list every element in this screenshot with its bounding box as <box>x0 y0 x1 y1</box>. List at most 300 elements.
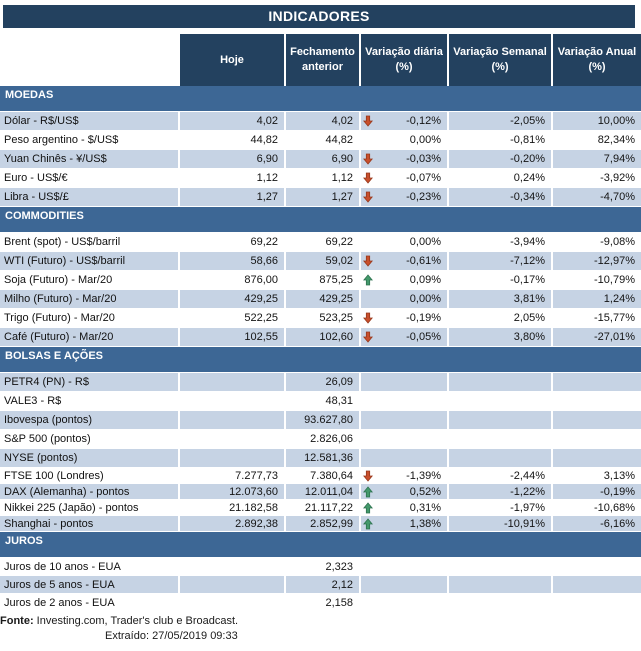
cell-fechamento-anterior <box>286 576 359 593</box>
column-header-label: Variação diária <box>365 46 443 59</box>
row-label <box>0 500 178 515</box>
cell-variacao-anual-value: -3,92% <box>600 172 635 184</box>
table-row <box>0 576 641 594</box>
cell-variacao-anual <box>553 188 641 206</box>
cell-variacao-diaria <box>361 252 447 270</box>
cell-variacao-diaria <box>361 150 447 168</box>
cell-hoje <box>180 484 284 499</box>
cell-hoje <box>180 112 284 130</box>
section-header-juros: JUROS <box>0 532 641 557</box>
cell-hoje-value: 7.277,73 <box>235 469 278 482</box>
cell-hoje <box>180 169 284 187</box>
cell-variacao-anual-value: -27,01% <box>594 331 635 343</box>
row-label-value: NYSE (pontos) <box>4 452 78 464</box>
cell-fechamento-anterior-value: 7.380,64 <box>310 469 353 482</box>
cell-hoje <box>180 558 284 575</box>
row-label <box>0 150 178 168</box>
trend-arrow <box>363 331 373 344</box>
cell-hoje <box>180 150 284 168</box>
table-row <box>0 150 641 169</box>
down-arrow-icon <box>363 331 373 344</box>
cell-fechamento-anterior-value: 875,25 <box>319 274 353 286</box>
up-arrow-icon <box>363 274 373 287</box>
cell-variacao-anual-value: 1,24% <box>603 293 635 305</box>
cell-fechamento-anterior-value: 48,31 <box>325 395 353 407</box>
cell-hoje <box>180 411 284 429</box>
cell-hoje-value: 876,00 <box>244 274 278 286</box>
row-label <box>0 484 178 499</box>
cell-fechamento-anterior-value: 523,25 <box>319 312 353 324</box>
cell-fechamento-anterior-value: 2,158 <box>325 596 353 609</box>
cell-variacao-diaria <box>361 112 447 130</box>
cell-variacao-diaria-value: -0,07% <box>406 172 441 184</box>
cell-variacao-anual <box>553 252 641 270</box>
cell-variacao-anual <box>553 392 641 410</box>
page-title: INDICADORES <box>3 5 635 28</box>
section-header-moedas: MOEDAS <box>0 86 641 111</box>
row-label-value: Juros de 5 anos - EUA <box>4 578 115 591</box>
cell-fechamento-anterior-value: 2,12 <box>331 578 353 591</box>
cell-fechamento-anterior <box>286 290 359 308</box>
row-label-value: Nikkei 225 (Japão) - pontos <box>4 501 139 514</box>
cell-fechamento-anterior-value: 2,323 <box>325 560 353 573</box>
table-row <box>0 131 641 150</box>
trend-arrow <box>363 274 373 287</box>
cell-fechamento-anterior <box>286 411 359 429</box>
row-label-value: Trigo (Futuro) - Mar/20 <box>4 312 115 324</box>
cell-hoje-value: 6,90 <box>256 153 278 165</box>
cell-fechamento-anterior <box>286 430 359 448</box>
cell-variacao-anual <box>553 233 641 251</box>
trend-arrow <box>363 172 373 185</box>
cell-fechamento-anterior <box>286 449 359 467</box>
cell-variacao-diaria-value: -0,19% <box>406 312 441 324</box>
cell-fechamento-anterior <box>286 188 359 206</box>
section-header-bolsas-e-a-es: BOLSAS E AÇÕES <box>0 347 641 372</box>
row-label-value: Dólar - R$/US$ <box>4 115 79 127</box>
row-label <box>0 112 178 130</box>
row-label <box>0 328 178 346</box>
column-header-label: anterior <box>302 61 343 73</box>
column-header-label: (%) <box>491 61 509 73</box>
cell-variacao-diaria-value: -1,39% <box>406 469 441 482</box>
down-arrow-icon <box>363 255 373 268</box>
cell-variacao-diaria <box>361 392 447 410</box>
table-row <box>0 233 641 252</box>
cell-variacao-anual-value: -6,16% <box>600 517 635 530</box>
cell-variacao-diaria <box>361 373 447 391</box>
cell-hoje-value: 102,55 <box>244 331 278 343</box>
row-label <box>0 576 178 593</box>
trend-arrow <box>363 517 373 530</box>
cell-variacao-diaria-value: 1,38% <box>409 517 441 530</box>
cell-fechamento-anterior-value: 102,60 <box>319 331 353 343</box>
cell-fechamento-anterior-value: 93.627,80 <box>304 414 353 426</box>
cell-variacao-diaria <box>361 468 447 483</box>
cell-variacao-anual-value: -15,77% <box>594 312 635 324</box>
cell-variacao-semanal-value: -0,20% <box>510 153 545 165</box>
cell-variacao-diaria-value: -0,03% <box>406 153 441 165</box>
cell-hoje <box>180 500 284 515</box>
up-arrow-icon <box>363 517 373 530</box>
row-label-value: Café (Futuro) - Mar/20 <box>4 331 114 343</box>
cell-variacao-anual <box>553 468 641 483</box>
cell-variacao-semanal-value: -0,81% <box>510 134 545 146</box>
table-row <box>0 430 641 449</box>
row-label <box>0 594 178 611</box>
cell-variacao-semanal <box>449 328 551 346</box>
table-row <box>0 594 641 612</box>
cell-hoje <box>180 430 284 448</box>
cell-variacao-semanal <box>449 252 551 270</box>
cell-variacao-semanal-value: -1,22% <box>510 485 545 498</box>
table-row <box>0 328 641 347</box>
cell-fechamento-anterior <box>286 392 359 410</box>
cell-variacao-anual-value: 82,34% <box>597 134 635 146</box>
cell-variacao-anual <box>553 373 641 391</box>
cell-hoje <box>180 233 284 251</box>
cell-fechamento-anterior <box>286 558 359 575</box>
cell-hoje <box>180 328 284 346</box>
cell-variacao-semanal-value: -1,97% <box>510 501 545 514</box>
cell-fechamento-anterior <box>286 516 359 531</box>
cell-hoje <box>180 449 284 467</box>
cell-fechamento-anterior-value: 26,09 <box>325 376 353 388</box>
down-arrow-icon <box>363 172 373 185</box>
cell-variacao-semanal <box>449 430 551 448</box>
cell-variacao-semanal <box>449 411 551 429</box>
cell-variacao-semanal-value: -7,12% <box>510 255 545 267</box>
cell-variacao-anual <box>553 430 641 448</box>
cell-hoje <box>180 309 284 327</box>
cell-variacao-semanal <box>449 449 551 467</box>
cell-variacao-anual-value: -4,70% <box>600 191 635 203</box>
cell-variacao-diaria <box>361 271 447 289</box>
cell-variacao-diaria-value: -0,23% <box>406 191 441 203</box>
row-label-value: Shanghai - pontos <box>4 517 94 530</box>
cell-variacao-semanal <box>449 290 551 308</box>
cell-variacao-diaria-value: -0,12% <box>406 115 441 127</box>
cell-hoje-value: 429,25 <box>244 293 278 305</box>
section-header-commodities: COMMODITIES <box>0 207 641 232</box>
cell-fechamento-anterior <box>286 309 359 327</box>
row-label <box>0 131 178 149</box>
cell-fechamento-anterior <box>286 468 359 483</box>
row-label <box>0 271 178 289</box>
cell-variacao-semanal <box>449 373 551 391</box>
row-label <box>0 449 178 467</box>
column-header-label: Fechamento <box>290 46 355 59</box>
trend-arrow <box>363 469 373 482</box>
cell-variacao-anual <box>553 449 641 467</box>
cell-variacao-semanal <box>449 594 551 611</box>
cell-variacao-anual-value: -10,79% <box>594 274 635 286</box>
row-label <box>0 411 178 429</box>
cell-variacao-semanal <box>449 576 551 593</box>
indicators-table <box>0 86 641 612</box>
trend-arrow <box>363 485 373 498</box>
cell-fechamento-anterior-value: 44,82 <box>325 134 353 146</box>
cell-fechamento-anterior-value: 21.117,22 <box>304 501 353 514</box>
cell-variacao-diaria-value: 0,00% <box>409 236 441 248</box>
row-label-value: Juros de 2 anos - EUA <box>4 596 115 609</box>
table-row <box>0 271 641 290</box>
table-row <box>0 516 641 532</box>
cell-variacao-anual <box>553 558 641 575</box>
cell-variacao-diaria <box>361 309 447 327</box>
cell-variacao-anual <box>553 150 641 168</box>
cell-variacao-semanal <box>449 558 551 575</box>
cell-variacao-diaria <box>361 188 447 206</box>
cell-variacao-semanal <box>449 112 551 130</box>
cell-fechamento-anterior-value: 2.852,99 <box>310 517 353 530</box>
cell-fechamento-anterior <box>286 150 359 168</box>
cell-hoje <box>180 373 284 391</box>
cell-hoje <box>180 468 284 483</box>
cell-hoje-value: 1,27 <box>256 191 278 203</box>
column-header-label: Variação Semanal <box>453 46 547 59</box>
cell-hoje-value: 1,12 <box>256 172 278 184</box>
cell-variacao-anual <box>553 484 641 499</box>
cell-variacao-anual <box>553 309 641 327</box>
cell-variacao-anual <box>553 576 641 593</box>
row-label-value: S&P 500 (pontos) <box>4 433 91 445</box>
cell-hoje <box>180 131 284 149</box>
cell-fechamento-anterior <box>286 169 359 187</box>
cell-fechamento-anterior <box>286 131 359 149</box>
trend-arrow <box>363 115 373 128</box>
cell-variacao-semanal <box>449 516 551 531</box>
trend-arrow <box>363 153 373 166</box>
row-label <box>0 392 178 410</box>
cell-hoje <box>180 392 284 410</box>
column-header-label: (%) <box>588 61 606 73</box>
up-arrow-icon <box>363 501 373 514</box>
row-label <box>0 233 178 251</box>
down-arrow-icon <box>363 191 373 204</box>
row-label <box>0 169 178 187</box>
table-row <box>0 484 641 500</box>
cell-variacao-anual-value: -9,08% <box>600 236 635 248</box>
cell-variacao-diaria <box>361 290 447 308</box>
extracted-line: Extraído: 27/05/2019 09:33 <box>105 630 238 642</box>
cell-variacao-diaria-value: -0,61% <box>406 255 441 267</box>
cell-hoje <box>180 516 284 531</box>
cell-hoje-value: 12.073,60 <box>229 485 278 498</box>
down-arrow-icon <box>363 153 373 166</box>
cell-fechamento-anterior <box>286 112 359 130</box>
cell-variacao-anual-value: 3,13% <box>603 469 635 482</box>
cell-variacao-diaria <box>361 516 447 531</box>
cell-variacao-diaria-value: 0,09% <box>409 274 441 286</box>
table-row <box>0 468 641 484</box>
cell-fechamento-anterior <box>286 328 359 346</box>
table-row <box>0 290 641 309</box>
cell-variacao-diaria <box>361 484 447 499</box>
trend-arrow <box>363 501 373 514</box>
cell-variacao-anual <box>553 290 641 308</box>
cell-variacao-semanal <box>449 131 551 149</box>
cell-variacao-semanal <box>449 233 551 251</box>
row-label-value: Peso argentino - $/US$ <box>4 134 119 146</box>
row-label-value: VALE3 - R$ <box>4 395 62 407</box>
cell-fechamento-anterior <box>286 252 359 270</box>
source-label: Fonte: <box>0 615 34 627</box>
row-label <box>0 373 178 391</box>
cell-variacao-semanal-value: -2,44% <box>510 469 545 482</box>
table-row <box>0 411 641 430</box>
cell-hoje <box>180 188 284 206</box>
cell-fechamento-anterior-value: 59,02 <box>325 255 353 267</box>
cell-fechamento-anterior <box>286 271 359 289</box>
cell-variacao-diaria <box>361 500 447 515</box>
table-row <box>0 449 641 468</box>
table-row <box>0 112 641 131</box>
cell-fechamento-anterior <box>286 233 359 251</box>
trend-arrow <box>363 191 373 204</box>
cell-variacao-semanal <box>449 500 551 515</box>
cell-variacao-semanal-value: 2,05% <box>513 312 545 324</box>
table-row <box>0 500 641 516</box>
cell-variacao-diaria-value: 0,52% <box>409 485 441 498</box>
cell-hoje-value: 522,25 <box>244 312 278 324</box>
cell-variacao-diaria <box>361 131 447 149</box>
row-label-value: Juros de 10 anos - EUA <box>4 560 121 573</box>
column-header-variacao-diaria <box>361 34 447 86</box>
cell-variacao-semanal-value: -0,17% <box>510 274 545 286</box>
row-label-value: Brent (spot) - US$/barril <box>4 236 121 248</box>
cell-fechamento-anterior-value: 69,22 <box>325 236 353 248</box>
column-header-hoje <box>180 34 284 86</box>
cell-hoje <box>180 271 284 289</box>
source-line <box>0 614 641 629</box>
row-label <box>0 430 178 448</box>
cell-variacao-diaria <box>361 430 447 448</box>
row-label <box>0 468 178 483</box>
cell-variacao-anual <box>553 594 641 611</box>
cell-variacao-semanal-value: 3,80% <box>513 331 545 343</box>
down-arrow-icon <box>363 469 373 482</box>
cell-variacao-anual <box>553 112 641 130</box>
cell-variacao-anual <box>553 271 641 289</box>
cell-variacao-semanal <box>449 188 551 206</box>
cell-hoje <box>180 576 284 593</box>
table-footer <box>0 614 641 644</box>
table-row <box>0 252 641 271</box>
row-label <box>0 558 178 575</box>
cell-variacao-anual <box>553 411 641 429</box>
cell-variacao-diaria <box>361 169 447 187</box>
cell-fechamento-anterior-value: 12.011,04 <box>304 485 353 498</box>
cell-variacao-semanal-value: -3,94% <box>510 236 545 248</box>
source-text: Investing.com, Trader's club e Broadcast. <box>33 615 239 627</box>
cell-fechamento-anterior-value: 4,02 <box>331 115 353 127</box>
column-header-variacao-anual <box>553 34 641 86</box>
cell-variacao-semanal <box>449 392 551 410</box>
cell-fechamento-anterior <box>286 373 359 391</box>
row-label-value: Ibovespa (pontos) <box>4 414 93 426</box>
cell-variacao-semanal <box>449 271 551 289</box>
cell-variacao-diaria-value: 0,00% <box>409 134 441 146</box>
cell-variacao-anual-value: -0,19% <box>600 485 635 498</box>
cell-variacao-diaria <box>361 449 447 467</box>
cell-variacao-diaria <box>361 576 447 593</box>
column-header-label: Hoje <box>220 53 244 66</box>
cell-variacao-semanal <box>449 484 551 499</box>
cell-hoje <box>180 594 284 611</box>
cell-variacao-anual <box>553 516 641 531</box>
cell-variacao-semanal-value: -10,91% <box>504 517 545 530</box>
cell-hoje-value: 44,82 <box>250 134 278 146</box>
cell-variacao-semanal <box>449 169 551 187</box>
down-arrow-icon <box>363 312 373 325</box>
row-label <box>0 516 178 531</box>
cell-fechamento-anterior-value: 1,27 <box>331 191 353 203</box>
table-row <box>0 373 641 392</box>
cell-fechamento-anterior <box>286 484 359 499</box>
row-label <box>0 252 178 270</box>
cell-variacao-anual-value: 10,00% <box>597 115 635 127</box>
column-header-variacao-semanal <box>449 34 551 86</box>
cell-hoje-value: 2.892,38 <box>235 517 278 530</box>
cell-variacao-diaria-value: 0,31% <box>409 501 441 514</box>
table-row <box>0 558 641 576</box>
table-row <box>0 309 641 328</box>
column-header-label: Variação Anual <box>557 46 637 59</box>
cell-variacao-diaria-value: -0,05% <box>406 331 441 343</box>
table-row <box>0 169 641 188</box>
header-spacer <box>0 34 178 86</box>
column-header-label: (%) <box>395 61 413 73</box>
cell-variacao-anual-value: -12,97% <box>594 255 635 267</box>
cell-fechamento-anterior-value: 12.581,36 <box>304 452 353 464</box>
trend-arrow <box>363 312 373 325</box>
cell-variacao-diaria <box>361 328 447 346</box>
cell-variacao-semanal-value: 3,81% <box>513 293 545 305</box>
cell-variacao-semanal-value: 0,24% <box>513 172 545 184</box>
cell-variacao-anual-value: -10,68% <box>594 501 635 514</box>
column-header-fechamento-anterior <box>286 34 359 86</box>
cell-fechamento-anterior <box>286 500 359 515</box>
row-label <box>0 188 178 206</box>
row-label-value: DAX (Alemanha) - pontos <box>4 485 130 498</box>
row-label-value: PETR4 (PN) - R$ <box>4 376 89 388</box>
cell-variacao-semanal <box>449 150 551 168</box>
row-label-value: Milho (Futuro) - Mar/20 <box>4 293 117 305</box>
cell-variacao-anual-value: 7,94% <box>603 153 635 165</box>
cell-hoje-value: 21.182,58 <box>229 501 278 514</box>
cell-variacao-diaria <box>361 594 447 611</box>
cell-hoje-value: 4,02 <box>256 115 278 127</box>
cell-variacao-anual <box>553 131 641 149</box>
row-label <box>0 290 178 308</box>
cell-variacao-diaria <box>361 558 447 575</box>
row-label-value: Euro - US$/€ <box>4 172 68 184</box>
row-label-value: Yuan Chinês - ¥/US$ <box>4 153 107 165</box>
cell-fechamento-anterior-value: 429,25 <box>319 293 353 305</box>
cell-variacao-diaria <box>361 233 447 251</box>
cell-hoje-value: 58,66 <box>250 255 278 267</box>
cell-hoje-value: 69,22 <box>250 236 278 248</box>
down-arrow-icon <box>363 115 373 128</box>
table-row <box>0 392 641 411</box>
row-label-value: Soja (Futuro) - Mar/20 <box>4 274 113 286</box>
row-label-value: WTI (Futuro) - US$/barril <box>4 255 126 267</box>
cell-fechamento-anterior-value: 2.826,06 <box>310 433 353 445</box>
cell-variacao-anual <box>553 169 641 187</box>
up-arrow-icon <box>363 485 373 498</box>
table-row <box>0 188 641 207</box>
